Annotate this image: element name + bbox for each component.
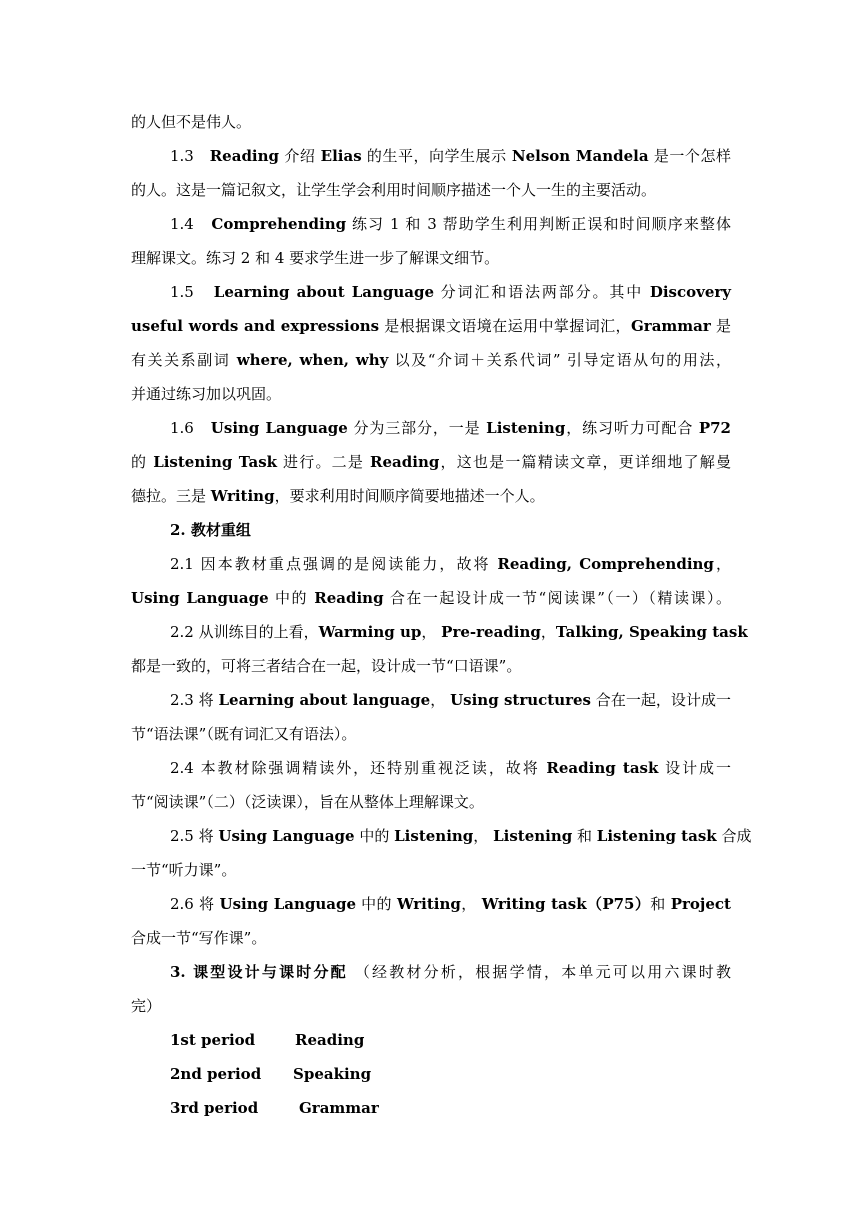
term: Reading [370, 453, 440, 471]
text: ，练习听力可配合 [565, 419, 699, 437]
paragraph-2-3-line-2 [131, 722, 731, 746]
heading-text: 3. 课型设计与课时分配 [170, 963, 348, 981]
text: 介绍 [279, 147, 321, 165]
term: Comprehending [211, 215, 347, 233]
text: ， [713, 555, 731, 573]
term: Listening [486, 419, 566, 437]
paragraph-2-6-line-1 [170, 892, 731, 916]
text: 合成 [716, 827, 752, 845]
term: P72 [698, 419, 731, 437]
text: 将 [193, 691, 219, 709]
paragraph-2-5-line-2 [131, 858, 731, 882]
text: 中的 [354, 827, 395, 845]
text: 一节“听力课”。 [131, 861, 237, 879]
section-number: 2.4 [170, 759, 194, 777]
text: 进行。二是 [277, 453, 371, 471]
paragraph-1-5-line-1 [170, 280, 731, 304]
term: Listening Task [153, 453, 278, 471]
term: Reading task [546, 759, 659, 777]
paragraph-1-3-line-2 [131, 178, 731, 202]
text: 中的 [356, 895, 398, 913]
text: 都是一致的，可将三者结合在一起，设计成一节“口语课”。 [131, 657, 522, 675]
term: Learning about Language [213, 283, 435, 301]
text: 的 [131, 453, 154, 471]
term: Listening task [596, 827, 717, 845]
text: 节“语法课”（既有词汇又有语法）。 [131, 725, 357, 743]
text: 理解课文。练习 2 和 4 要求学生进一步了解课文细节。 [131, 249, 500, 267]
section-number: 2.5 [170, 827, 194, 845]
section-number: 2.6 [170, 895, 194, 913]
period-topic: Grammar [299, 1099, 379, 1117]
term: Grammar [630, 317, 711, 335]
text: 合在一起，设计成一 [591, 691, 732, 709]
text: 并通过练习加以巩固。 [131, 385, 282, 403]
paragraph-1-3-line-1 [170, 144, 731, 168]
paragraph-1-4-line-1 [170, 212, 731, 236]
section-number: 2.3 [170, 691, 194, 709]
text: 完） [131, 997, 162, 1015]
term: Writing task [481, 895, 587, 913]
period-name: 2nd period [170, 1065, 262, 1083]
term: Reading [314, 589, 384, 607]
section-number: 2.2 [170, 623, 194, 641]
term: Learning about language [218, 691, 431, 709]
term: Nelson Mandela [511, 147, 649, 165]
text: 合在一起设计成一节“阅读课”（一）（精读课）。 [383, 589, 731, 607]
section-heading-2 [170, 518, 731, 542]
text: 以及“介词＋关系代词” 引导定语从句的用法， [388, 351, 731, 369]
term: useful words and expressions [131, 317, 380, 335]
term: Pre-reading [441, 623, 541, 641]
paragraph-2-1-line-1 [170, 552, 731, 576]
section-number: 1.5 [170, 283, 194, 301]
text: 设计成一 [658, 759, 731, 777]
text: 有关关系副词 [131, 351, 237, 369]
paragraph-1-5-line-2 [131, 314, 731, 338]
heading-text: 2. 教材重组 [170, 521, 251, 539]
paragraph-2-1-line-2 [131, 586, 731, 610]
text: 是根据课文语境在运用中掌握词汇， [379, 317, 631, 335]
paragraph-1-4-line-2 [131, 246, 731, 270]
section-heading-3-line-2 [131, 994, 731, 1018]
text: ， [460, 895, 482, 913]
term: Project [670, 895, 731, 913]
paragraph-2-2-line-1 [170, 620, 748, 644]
paragraph-2-3-line-1 [170, 688, 731, 712]
text: 节“阅读课”（二）（泛读课），旨在从整体上理解课文。 [131, 793, 484, 811]
term: Talking, Speaking task [555, 623, 748, 641]
period-name: 1st period [170, 1031, 256, 1049]
term: Writing [397, 895, 461, 913]
text: （经教材分析，根据学情，本单元可以用六课时教 [347, 963, 731, 981]
text: ，要求利用时间顺序简要地描述一个人。 [274, 487, 545, 505]
paragraph-1-5-line-4 [131, 382, 731, 406]
para-text: 的人但不是伟人。 [131, 113, 252, 131]
paragraph-1-6-line-1 [170, 416, 731, 440]
text: 和 [650, 895, 671, 913]
term: Listening [493, 827, 573, 845]
paragraph-2-4-line-2 [131, 790, 731, 814]
text: 合成一节“写作课”。 [131, 929, 267, 947]
term: （P75） [586, 895, 651, 913]
section-number: 1.3 [170, 147, 194, 165]
text: 练习 1 和 3 帮助学生利用判断正误和时间顺序来整体 [346, 215, 731, 233]
text: 因本教材重点强调的是阅读能力，故将 [193, 555, 498, 573]
term: Using Language [131, 589, 269, 607]
text: 的人。这是一篇记叙文，让学生学会利用时间顺序描述一个人一生的主要活动。 [131, 181, 657, 199]
paragraph-1-6-line-3 [131, 484, 731, 508]
text: 中的 [268, 589, 315, 607]
text: ， [421, 623, 442, 641]
term: Reading [209, 147, 280, 165]
paragraph-2-4-line-1 [170, 756, 731, 780]
text: 将 [193, 895, 220, 913]
text: 和 [572, 827, 597, 845]
section-number: 1.4 [170, 215, 194, 233]
term: Using Language [210, 419, 348, 437]
term: Using structures [450, 691, 591, 709]
text: ， [430, 691, 451, 709]
paragraph-1-6-line-2 [131, 450, 731, 474]
text: 是一个怎样 [648, 147, 731, 165]
term: Listening [394, 827, 474, 845]
period-topic: Speaking [293, 1065, 372, 1083]
text: 将 [193, 827, 219, 845]
text: 分词汇和语法两部分。其中 [434, 283, 650, 301]
text: 的生平，向学生展示 [361, 147, 512, 165]
paragraph-2-6-line-2 [131, 926, 731, 950]
paragraph-1-5-line-3 [131, 348, 731, 372]
text: ， [473, 827, 494, 845]
text: 分为三部分，一是 [347, 419, 487, 437]
text: ， [540, 623, 556, 641]
term: where, when, why [236, 351, 389, 369]
term: Discovery [649, 283, 731, 301]
text: 德拉。三是 [131, 487, 211, 505]
text-line [131, 110, 731, 134]
period-name: 3rd period [170, 1099, 259, 1117]
term: Using Language [219, 895, 357, 913]
text: 是 [710, 317, 731, 335]
term: Using Language [218, 827, 355, 845]
term: Reading, Comprehending [497, 555, 714, 573]
period-topic: Reading [295, 1031, 365, 1049]
text: 本教材除强调精读外，还特别重视泛读，故将 [193, 759, 547, 777]
text: ，这也是一篇精读文章，更详细地了解曼 [439, 453, 731, 471]
term: Elias [320, 147, 362, 165]
paragraph-2-5-line-1 [170, 824, 752, 848]
term: Writing [210, 487, 275, 505]
text: 从训练目的上看， [193, 623, 319, 641]
paragraph-2-2-line-2 [131, 654, 731, 678]
section-heading-3 [170, 960, 731, 984]
section-number: 1.6 [170, 419, 194, 437]
term: Warming up [318, 623, 422, 641]
section-number: 2.1 [170, 555, 194, 573]
